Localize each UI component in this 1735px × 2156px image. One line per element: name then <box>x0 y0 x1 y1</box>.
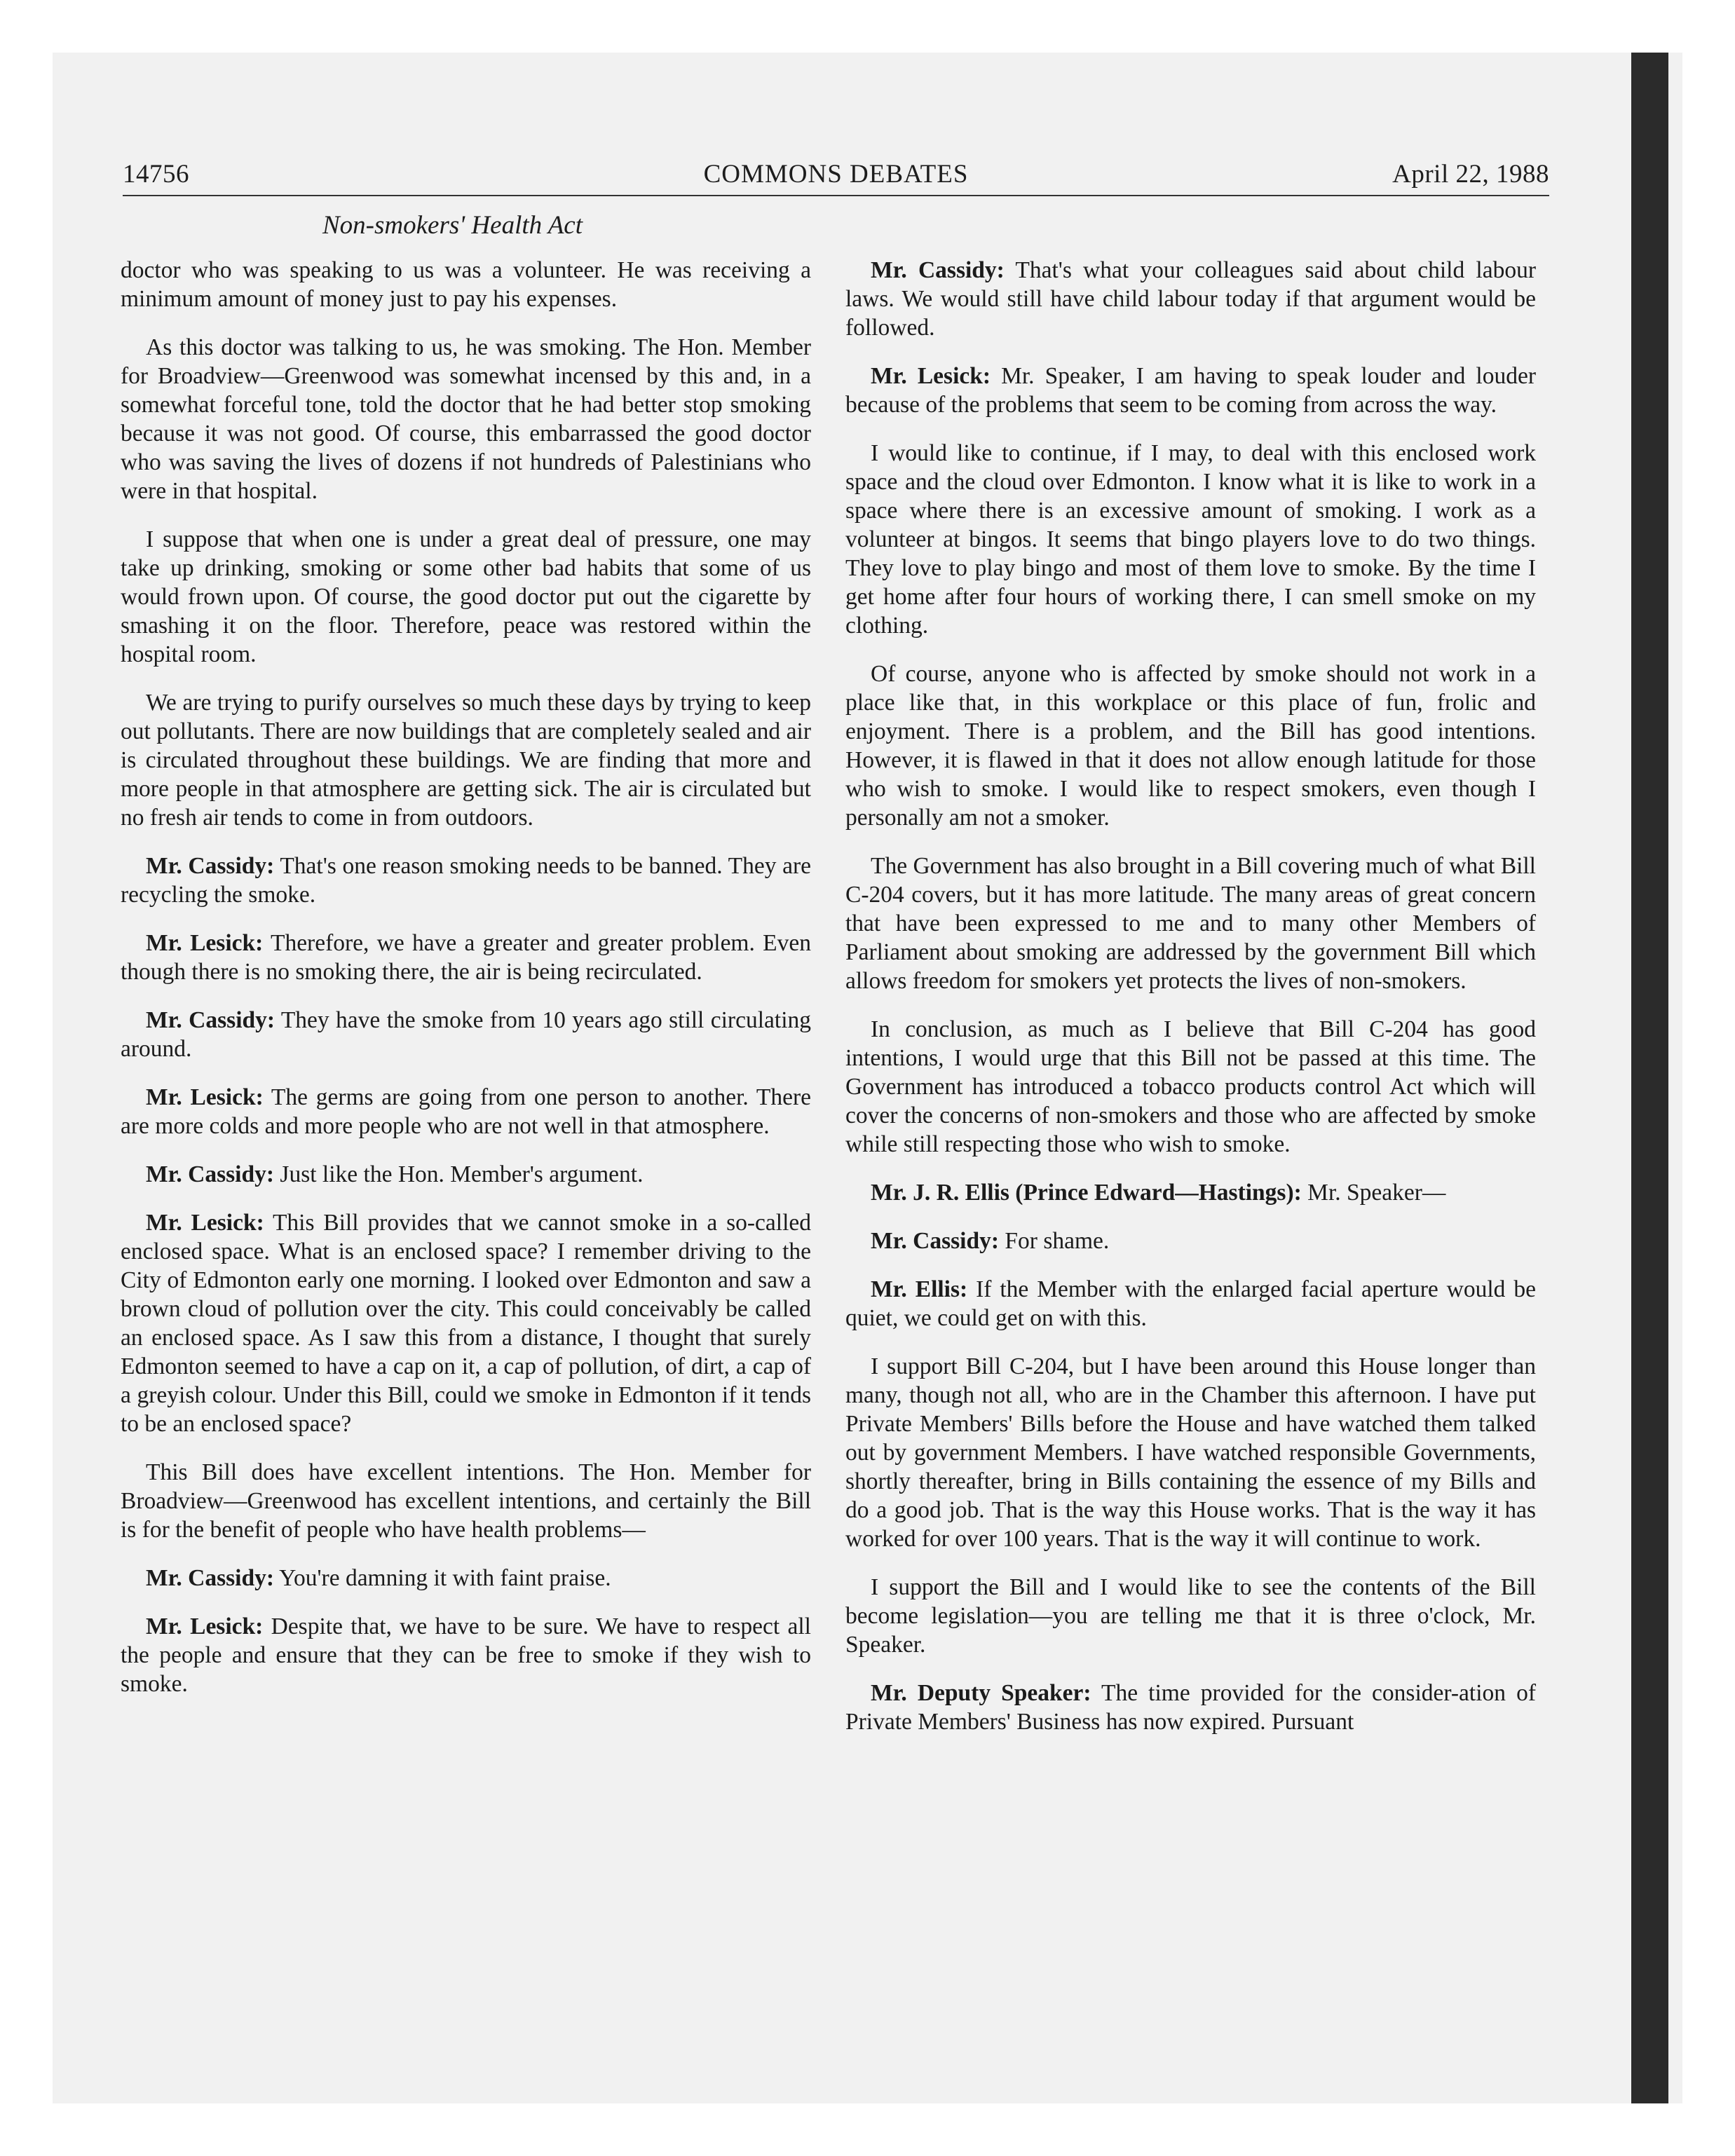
paragraph <box>121 1006 811 1063</box>
speaker-name: Mr. Deputy Speaker: <box>871 1680 1091 1706</box>
paragraph <box>845 660 1536 832</box>
speaker-name: Mr. Lesick: <box>146 1613 264 1639</box>
paragraph <box>121 1458 811 1544</box>
paragraph-text: The time provided for the consider-ation of Private Members' Business has now expired. Pursuant <box>845 1680 1536 1735</box>
paragraph-text: doctor who was speaking to us was a volunteer. He was receiving a minimum amount of money just to pay his expenses. <box>121 257 811 312</box>
scan-edge-bar <box>1631 53 1668 2103</box>
running-header <box>123 160 1549 196</box>
paragraph-text: I support Bill C-204, but I have been around this House longer than many, though not all, who are in the Chamber this afternoon. I have put Private Members' Bills before the House and have watched them talked out by government Members. I have watched responsible Governments, shortly thereafter, bring in Bills containing the essence of my Bills and do a good job. That is the way this House works. That is the way it has worked for over 100 years. That is the way it will continue to work. <box>845 1353 1536 1552</box>
speaker-name: Mr. Cassidy: <box>146 853 275 879</box>
paragraph <box>121 525 811 669</box>
paragraph-text: The Government has also brought in a Bill covering much of what Bill C-204 covers, but it has more latitude. The many areas of great concern that have been expressed to me and to many other Members of Parliament about smoking are addressed by the government Bill which allows freedom for smokers yet protects the lives of non-smokers. <box>845 853 1536 994</box>
paragraph-text: Despite that, we have to be sure. We have to respect all the people and ensure that they can be free to smoke if they wish to smoke. <box>121 1613 811 1697</box>
speaker-name: Mr. Cassidy: <box>146 1565 275 1591</box>
paragraph <box>845 256 1536 342</box>
publication-date: April 22, 1988 <box>1392 160 1549 189</box>
paragraph <box>121 688 811 832</box>
paragraph <box>121 1208 811 1438</box>
paragraph-text: Mr. Speaker— <box>1301 1180 1446 1206</box>
section-title: Non-smokers' Health Act <box>322 211 583 240</box>
paragraph-text: As this doctor was talking to us, he was smoking. The Hon. Member for Broadview—Greenwood was somewhat incensed by this and, in a somewhat forceful tone, told the doctor that he had better stop smoking because it was not good. Of course, this embarrassed the good doctor who was saving the lives of dozens if not hundreds of Palestinians who were in that hospital. <box>121 334 811 504</box>
paragraph-text: If the Member with the enlarged facial aperture would be quiet, we could get on with this. <box>845 1276 1536 1331</box>
paragraph-text: You're damning it with faint praise. <box>274 1565 611 1591</box>
paragraph-text: Just like the Hon. Member's argument. <box>274 1161 644 1187</box>
paragraph <box>845 1015 1536 1159</box>
speaker-name: Mr. Lesick: <box>871 363 991 389</box>
paragraph-text: For shame. <box>999 1228 1110 1254</box>
paragraph <box>121 929 811 986</box>
speaker-name: Mr. Lesick: <box>146 1084 264 1110</box>
paragraph-text: This Bill provides that we cannot smoke in a so-called enclosed space. What is an enclosed space? I remember driving to the City of Edmonton early one morning. I looked over Edmonton and saw a brown cloud of pollution over the city. This could conceivably be called an enclosed space. As I saw this from a distance, I thought that surely Edmonton seemed to have a cap on it, a cap of pollution, of dirt, a cap of a greyish colour. Under this Bill, could we smoke in Edmonton if it tends to be an enclosed space? <box>121 1210 811 1437</box>
paragraph <box>121 852 811 909</box>
paragraph <box>845 1227 1536 1255</box>
paragraph-text: In conclusion, as much as I believe that Bill C-204 has good intentions, I would urge that this Bill not be passed at this time. The Government has introduced a tobacco products control Act which will cover the concerns of non-smokers and those who are affected by smoke while still respecting those who wish to smoke. <box>845 1016 1536 1157</box>
paragraph-text: I would like to continue, if I may, to deal with this enclosed work space and the cloud over Edmonton. I know what it is like to work in a space where there is an excessive amount of smoking. I work as a volunteer at bingos. It seems that bingo players love to do two things. They love to play bingo and most of them love to smoke. By the time I get home after four hours of working there, I can smell smoke on my clothing. <box>845 440 1536 639</box>
speaker-name: Mr. Lesick: <box>146 930 264 956</box>
paragraph <box>845 1275 1536 1332</box>
paragraph-text: They have the smoke from 10 years ago still circulating around. <box>121 1007 811 1062</box>
left-column <box>121 256 811 1718</box>
speaker-name: Mr. Lesick: <box>146 1210 264 1236</box>
paragraph <box>845 852 1536 995</box>
speaker-name: Mr. Cassidy: <box>146 1161 275 1187</box>
paragraph <box>121 1564 811 1592</box>
paragraph-text: That's one reason smoking needs to be banned. They are recycling the smoke. <box>121 853 811 908</box>
paragraph <box>845 1352 1536 1553</box>
paragraph-text: Mr. Speaker, I am having to speak louder and louder because of the problems that seem to be coming from across the way. <box>845 363 1536 418</box>
paragraph <box>845 1573 1536 1659</box>
paragraph <box>845 1178 1536 1207</box>
speaker-name: Mr. J. R. Ellis (Prince Edward—Hastings): <box>871 1180 1302 1206</box>
speaker-name: Mr. Cassidy: <box>871 257 1005 283</box>
paragraph-text: We are trying to purify ourselves so much these days by trying to keep out pollutants. There are now buildings that are completely sealed and air is circulated throughout these buildings. We are finding that more and more people in that atmosphere are getting sick. The air is circulated but no fresh air tends to come in from outdoors. <box>121 690 811 831</box>
right-column <box>845 256 1536 1756</box>
paragraph-text: The germs are going from one person to another. There are more colds and more people who are not well in that atmosphere. <box>121 1084 811 1139</box>
paragraph-text: That's what your colleagues said about child labour laws. We would still have child labour today if that argument would be followed. <box>845 257 1537 341</box>
paragraph <box>121 256 811 313</box>
paragraph-text: Therefore, we have a greater and greater problem. Even though there is no smoking there, the air is being recirculated. <box>121 930 811 985</box>
paragraph-text: This Bill does have excellent intentions. The Hon. Member for Broadview—Greenwood has excellent intentions, and certainly the Bill is for the benefit of people who have health problems— <box>121 1459 811 1543</box>
paragraph <box>121 1083 811 1140</box>
speaker-name: Mr. Cassidy: <box>146 1007 275 1033</box>
speaker-name: Mr. Ellis: <box>871 1276 968 1302</box>
page-number: 14756 <box>123 160 189 189</box>
paragraph <box>121 1612 811 1698</box>
paragraph <box>121 333 811 505</box>
paragraph <box>845 439 1536 640</box>
paragraph <box>845 1679 1536 1736</box>
paragraph <box>121 1160 811 1189</box>
publication-title: COMMONS DEBATES <box>703 160 969 189</box>
paragraph-text: Of course, anyone who is affected by smoke should not work in a place like that, in this workplace or this place of fun, frolic and enjoyment. There is a problem, and the Bill has good intentions. However, it is flawed in that it does not allow enough latitude for those who wish to smoke. I would like to respect smokers, even though I personally am not a smoker. <box>845 661 1536 831</box>
paragraph-text: I support the Bill and I would like to see the contents of the Bill become legislation—you are telling me that it is three o'clock, Mr. Speaker. <box>845 1574 1536 1658</box>
paragraph <box>845 362 1536 419</box>
speaker-name: Mr. Cassidy: <box>871 1228 1000 1254</box>
paragraph-text: I suppose that when one is under a great deal of pressure, one may take up drinking, smoking or some other bad habits that some of us would frown upon. Of course, the good doctor put out the cigarette by smashing it on the floor. Therefore, peace was restored within the hospital room. <box>121 526 811 667</box>
